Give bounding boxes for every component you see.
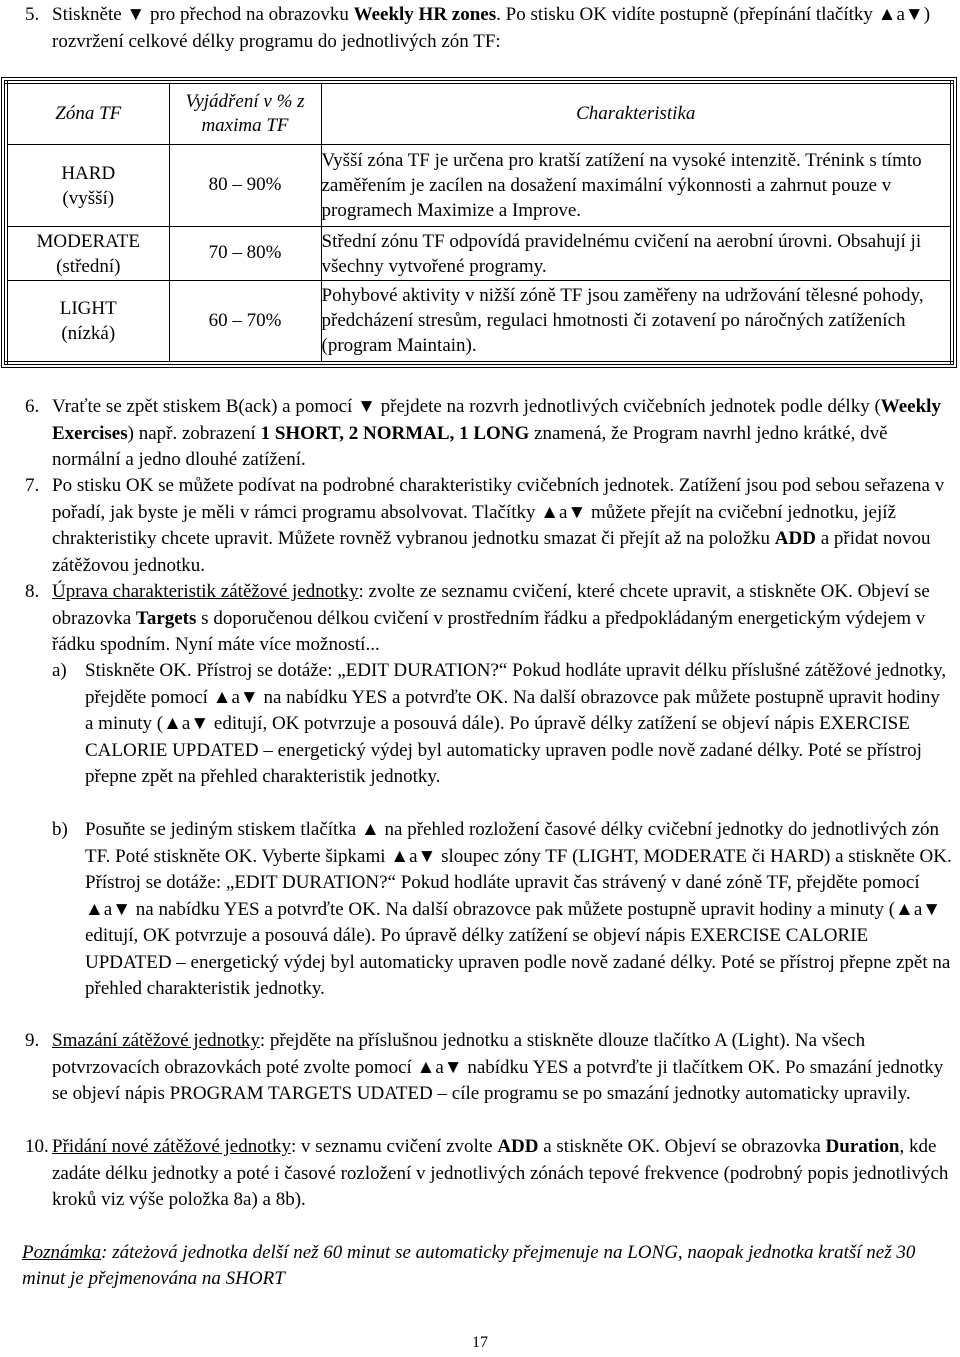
- table-row: [6, 145, 952, 227]
- header-zone: Zóna TF: [6, 82, 169, 145]
- zone-name: HARD: [61, 162, 116, 184]
- table-row: [6, 281, 952, 363]
- item-number: 5.: [25, 4, 40, 25]
- list-item-6: 6. Vraťte se zpět stiskem B(ack) a pomocí ▼ přejdete na rozvrh jednotlivých cvičebních jednotek podle délky (Weekly Exercises) např. zobrazení 1 SHORT, 2 NORMAL, 1 LONG znamená, že Program navrhl jedno krátké, dvě normální a jedno dlouhé zatížení.: [25, 396, 941, 470]
- item-number: 6.: [25, 396, 40, 417]
- zone-name: LIGHT: [59, 297, 117, 319]
- zone-sub: (nízká): [61, 322, 116, 344]
- zone-percent: 80 – 90%: [169, 145, 321, 227]
- page-number: 17: [472, 1334, 488, 1351]
- header-characteristics: Charakteristika: [321, 82, 952, 145]
- section-heading: Smazání zátěžové jednotky: [52, 1030, 260, 1051]
- zone-description: Střední zónu TF odpovídá pravidelnému cvičení na aerobní úrovni. Obsahují ji všechny vytvořené programy.: [321, 227, 952, 281]
- item-number: 9.: [25, 1030, 40, 1051]
- item-number: 8.: [25, 581, 40, 602]
- note-text: : záteżová jednotka delší než 60 minut se automaticky přejmenuje na LONG, naopak jednotka kratší než 30 minut je přejmenována na SHORT: [22, 1242, 916, 1289]
- sub-item-8b: b) Posuňte se jediným stiskem tlačítka ▲ na přehled rozložení časové délky cvičební jednotky do jednotlivých zón TF. Poté stiskněte OK. Vyberte šipkami ▲a▼ sloupec zóny TF (LIGHT, MODERATE či HARD) a stiskněte OK. Přístroj se dotáže: „EDIT DURATION?“ Pokud hodláte upravit čas strávený v dané zóně TF, přejděte pomocí ▲a▼ na nabídku YES a potvrďte OK. Na další obrazovce pak můžete postupně upravit hodiny a minuty (▲a▼ editují, OK potvrzuje a posouvá dále). Po úpravě délky zatížení se objeví nápis EXERCISE CALORIE UPDATED – energetický výdej byl automaticky upraven podle nově zadané délky. Poté se přístroj přepne zpět na přehled charakteristik jednotky.: [52, 819, 952, 999]
- zone-sub: (střední): [56, 255, 121, 277]
- sub-item-label: b): [52, 819, 68, 840]
- section-heading: Přidání nové zátěžové jednotky: [52, 1136, 292, 1157]
- zone-sub: (vyšší): [62, 187, 115, 209]
- list-item-5: 5. Stiskněte ▼ pro přechod na obrazovku Weekly HR zones. Po stisku OK vidíte postupně (přepínání tlačítky ▲a▼) rozvržení celkové délky programu do jednotlivých zón TF:: [25, 4, 931, 52]
- sub-item-8a: a) Stiskněte OK. Přístroj se dotáže: „EDIT DURATION?“ Pokud hodláte upravit délku příslušné zátěžové jednotky, přejděte pomocí ▲a▼ na nabídku YES a potvrďte OK. Na další obrazovce pak můžete postupně upravit hodiny a minuty (▲a▼ editují, OK potvrzuje a posouvá dále). Po úpravě délky zatížení se objeví nápis EXERCISE CALORIE UPDATED – energetický výdej byl automaticky upraven podle nově zadané délky. Poté se přístroj přepne zpět na přehled charakteristik jednotky.: [52, 660, 947, 787]
- header-percent: Vyjádření v % z maxima TF: [169, 82, 321, 145]
- zone-description: Vyšší zóna TF je určena pro kratší zatížení na vysoké intenzitě. Trénink s tímto zaměřením je zacílen na dosažení maximální výkonnosti a zahrnut pouze v programech Maximize a Improve.: [321, 145, 952, 227]
- list-item-7: 7. Po stisku OK se můžete podívat na podrobné charakteristiky cvičebních jednotek. Zatížení jsou pod sebou seřazena v pořadí, jak byste je měli v rámci programu absolvovat. Tlačítky ▲a▼ můžete přejít na cvičební jednotku, jejíž chrakteristiky chcete upravit. Můžete rovněž vybranou jednotku smazat či přejít až na položku ADD a přidat novou zátěžovou jednotku.: [25, 475, 945, 576]
- sub-item-label: a): [52, 660, 67, 681]
- zone-percent: 70 – 80%: [169, 227, 321, 281]
- item-number: 10.: [25, 1136, 49, 1157]
- table-header-row: [6, 82, 952, 145]
- item-number: 7.: [25, 475, 40, 496]
- list-item-9: 9. Smazání zátěžové jednotky: přejděte na příslušnou jednotku a stiskněte dlouze tlačítko A (Light). Na všech potvrzovacích obrazovkách poté zvolte pomocí ▲a▼ nabídku YES a potvrďte ji tlačítkem OK. Po smazání jednotky se objeví nápis PROGRAM TARGETS UDATED – cíle programu se po smazání jednotky automaticky upravily.: [25, 1030, 944, 1104]
- table-row: [6, 227, 952, 281]
- zone-description: Pohybové aktivity v nižší zóně TF jsou zaměřeny na udržování tělesné pohody, předcházení stresům, regulaci hmotnosti či zotavení po náročných zatíženích (program Maintain).: [321, 281, 952, 363]
- list-item-10: 10. Přidání nové zátěžové jednotky: v seznamu cvičení zvolte ADD a stiskněte OK. Objeví se obrazovka Duration, kde zadáte délku jednotky a poté i časové rozložení v jednotlivých zónách tepové frekvence (podrobný popis jednotlivých kroků viz výše položka 8a) a 8b).: [25, 1136, 949, 1210]
- zone-name: MODERATE: [36, 230, 140, 252]
- note: [22, 1240, 952, 1292]
- hr-zones-table: [4, 80, 954, 365]
- list-item-8: 8. Úprava charakteristik zátěžové jednotky: zvolte ze seznamu cvičení, které chcete upravit, a stiskněte OK. Objeví se obrazovka Targets s doporučenou délkou cvičení v prostředním řádku a předpokládaným energetickým výdejem v řádku spodním. Nyní máte více možností...: [25, 581, 930, 655]
- note-label: Poznámka: [22, 1242, 102, 1263]
- section-heading: Úprava charakteristik zátěžové jednotky: [52, 581, 359, 602]
- zone-percent: 60 – 70%: [169, 281, 321, 363]
- screen-name: Weekly HR zones: [353, 4, 497, 25]
